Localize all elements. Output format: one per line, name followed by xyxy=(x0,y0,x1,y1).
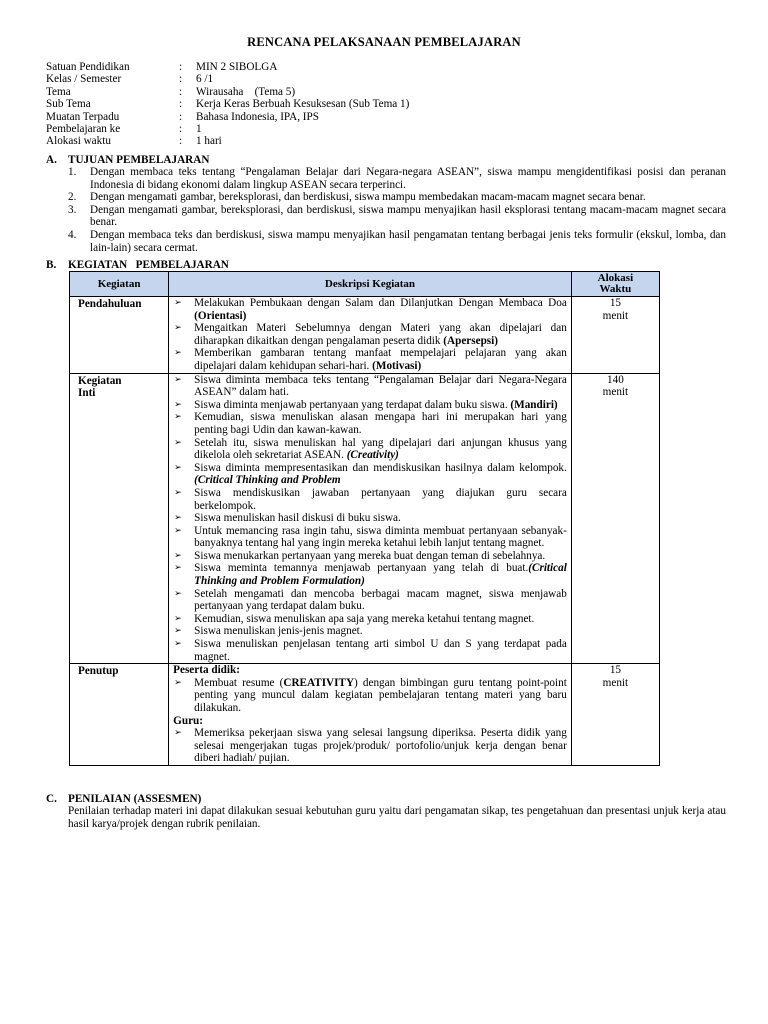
identity-row xyxy=(46,135,409,147)
section-c-heading xyxy=(46,793,201,806)
arrow-bullet-icon: ➢ xyxy=(174,550,182,561)
item-text: Siswa diminta mempresentasikan dan mendiskusikan hasilnya dalam kelompok. xyxy=(194,461,567,474)
item-bold: (Apersepsi) xyxy=(443,334,498,347)
list-item-text xyxy=(194,613,567,626)
arrow-bullet-icon: ➢ xyxy=(174,525,182,536)
list-item-text xyxy=(194,550,567,563)
section-title: TUJUAN PEMBELAJARAN xyxy=(68,154,210,166)
item-text: Siswa menuliskan penjelasan tentang arti simbol U dan S yang terdapat pada magnet. xyxy=(194,638,567,663)
item-text: Mengaitkan Materi Sebelumnya dengan Materi yang akan dipelajari dan diharapkan dikaitkan dengan pengalaman peserta didik xyxy=(194,322,567,347)
list-item xyxy=(173,512,567,525)
header-alokasi-text: Alokasi Waktu xyxy=(597,272,634,295)
objective-item xyxy=(68,191,726,204)
identity-block xyxy=(46,61,409,148)
list-item-text xyxy=(194,462,567,487)
list-item xyxy=(173,588,567,613)
list-item xyxy=(173,411,567,436)
section-title: PENILAIAN (ASSESMEN) xyxy=(68,793,202,805)
time-unit: menit xyxy=(602,309,629,322)
list-item xyxy=(173,462,567,487)
identity-colon: : xyxy=(179,98,183,111)
identity-value: MIN 2 SIBOLGA xyxy=(196,61,278,73)
table-row-pendahuluan xyxy=(70,297,660,374)
arrow-bullet-icon: ➢ xyxy=(174,728,182,739)
arrow-bullet-icon: ➢ xyxy=(174,487,182,498)
identity-row xyxy=(46,86,409,98)
item-emphasis: (Critical Thinking and Problem Formulation) xyxy=(194,562,567,588)
list-item-text xyxy=(194,437,567,462)
arrow-bullet-icon: ➢ xyxy=(174,513,182,524)
time-value: 140 xyxy=(607,373,624,386)
identity-label: Tema xyxy=(46,85,71,98)
list-item xyxy=(173,525,567,550)
identity-colon: : xyxy=(179,85,183,98)
arrow-bullet-icon: ➢ xyxy=(174,348,182,359)
objective-text: Dengan membaca teks dan berdiskusi, siswa mampu menyajikan hasil pengamatan tentang berbagai jenis teks formulir (ekskul, lomba, dan lain-lain) secara cermat. xyxy=(90,228,726,254)
list-item-text xyxy=(194,399,567,412)
list-item-text xyxy=(194,638,567,663)
item-bold: (Mandiri) xyxy=(510,398,558,411)
time-unit: menit xyxy=(602,386,629,399)
list-item xyxy=(173,297,567,322)
activity-name: Penutup xyxy=(70,664,169,766)
table-row-inti xyxy=(70,373,660,664)
identity-label: Pembelajaran ke xyxy=(46,122,121,135)
list-item-text xyxy=(194,625,567,638)
activity-description xyxy=(169,297,572,374)
arrow-bullet-icon: ➢ xyxy=(174,298,182,308)
section-b-heading xyxy=(46,259,229,272)
list-item xyxy=(173,487,567,512)
identity-colon: : xyxy=(179,73,183,86)
item-text: Siswa meminta temannya menjawab pertanyaan yang telah di buat. xyxy=(194,562,529,575)
identity-value: Kerja Keras Berbuah Kesuksesan (Sub Tema 1) xyxy=(196,98,410,111)
arrow-bullet-icon: ➢ xyxy=(174,412,182,423)
list-item-text xyxy=(194,677,567,715)
item-text: Memeriksa pekerjaan siswa yang selesai langsung diperiksa. Peserta didik yang selesai mengerjakan tugas projek/produk/ portofolio/unjuk kerja dengan benar diberi hadiah/ pujian. xyxy=(194,727,567,765)
list-item-text xyxy=(194,487,567,512)
list-item-text xyxy=(194,411,567,436)
identity-value: 6 /1 xyxy=(196,73,214,86)
item-text: Siswa diminta menjawab pertanyaan yang terdapat dalam buku siswa. xyxy=(194,398,511,411)
arrow-bullet-icon: ➢ xyxy=(174,639,182,650)
identity-row xyxy=(46,98,409,110)
arrow-bullet-icon: ➢ xyxy=(174,613,182,624)
document-title: RENCANA PELAKSANAAN PEMBELAJARAN xyxy=(247,35,521,49)
subheading-guru: Guru: xyxy=(173,714,203,727)
item-text: Siswa menuliskan jenis-jenis magnet. xyxy=(194,625,363,638)
list-item xyxy=(173,677,567,715)
activity-name: Pendahuluan xyxy=(70,297,169,374)
objective-item xyxy=(68,204,726,229)
activity-description xyxy=(169,373,572,664)
table-row-penutup xyxy=(70,664,660,766)
list-item xyxy=(173,625,567,638)
arrow-bullet-icon: ➢ xyxy=(174,588,182,599)
identity-value: 1 hari xyxy=(196,135,222,148)
identity-colon: : xyxy=(179,135,183,148)
arrow-bullet-icon: ➢ xyxy=(174,563,182,574)
activity-time xyxy=(571,664,659,766)
list-item-text xyxy=(194,297,567,322)
list-item xyxy=(173,322,567,347)
identity-value: 1 xyxy=(196,122,202,135)
item-text: Melakukan Pembukaan dengan Salam dan Dilanjutkan Dengan Membaca Doa xyxy=(194,297,567,309)
item-text: Setelah itu, siswa menuliskan hal yang dipelajari dari anjungan khusus yang dikelola oleh sekretariat ASEAN. xyxy=(194,436,567,462)
objective-item xyxy=(68,166,726,191)
item-bold: (Motivasi) xyxy=(372,359,422,372)
list-item xyxy=(173,437,567,462)
list-item xyxy=(173,374,567,399)
arrow-bullet-icon: ➢ xyxy=(174,462,182,473)
header-alokasi xyxy=(571,272,659,297)
list-item xyxy=(173,550,567,563)
list-item-text xyxy=(194,588,567,613)
objective-number: 3. xyxy=(68,203,77,216)
item-text: Setelah mengamati dan mencoba berbagai macam magnet, siswa menjawab pertanyaan yang terdapat dalam buku. xyxy=(194,587,567,613)
item-emphasis: (Critical Thinking and Problem xyxy=(194,474,341,487)
item-text: Kemudian, siswa menuliskan apa saja yang mereka ketahui tentang magnet. xyxy=(194,612,535,625)
table-header-row xyxy=(70,272,660,297)
section-letter: A. xyxy=(46,154,57,166)
time-value: 15 xyxy=(609,664,621,677)
objective-text: Dengan mengamati gambar, bereksplorasi, dan berdiskusi, siswa mampu menyajikan hasil eksplorasi tentang macam-macam magnet secara benar. xyxy=(90,203,726,229)
section-title: KEGIATAN PEMBELAJARAN xyxy=(68,259,229,271)
time-value: 15 xyxy=(609,297,621,309)
item-text: Siswa menuliskan hasil diskusi di buku siswa. xyxy=(194,512,401,525)
item-text: Siswa menukarkan pertanyaan yang mereka buat dengan teman di sebelahnya. xyxy=(194,549,546,562)
identity-label: Satuan Pendidikan xyxy=(46,61,130,73)
list-item xyxy=(173,613,567,626)
list-item xyxy=(173,562,567,587)
objective-item xyxy=(68,229,726,254)
identity-row xyxy=(46,61,409,73)
objective-number: 1. xyxy=(68,166,77,178)
list-item-text xyxy=(194,322,567,347)
item-text: Siswa mendiskusikan jawaban pertanyaan yang diajukan guru secara berkelompok. xyxy=(194,486,567,512)
item-text: Membuat resume ( xyxy=(194,676,284,689)
identity-row xyxy=(46,73,409,85)
item-bold: (Orientasi) xyxy=(194,309,247,322)
item-text: Untuk memancing rasa ingin tahu, siswa diminta membuat pertanyaan sebanyak-banyaknya tentang hal yang ingin mereka ketahui lebih lanjut tentang magnet. xyxy=(194,524,567,550)
subheading-peserta: Peserta didik: xyxy=(173,664,240,677)
identity-colon: : xyxy=(179,122,183,135)
identity-label: Muatan Terpadu xyxy=(46,110,120,123)
list-item-text xyxy=(194,374,567,399)
identity-row xyxy=(46,111,409,123)
identity-value: Bahasa Indonesia, IPA, IPS xyxy=(196,110,319,123)
item-bold: CREATIVITY xyxy=(283,676,355,689)
arrow-bullet-icon: ➢ xyxy=(174,374,182,385)
objectives-list xyxy=(68,166,726,254)
objective-number: 2. xyxy=(68,191,77,204)
item-text: Siswa diminta membaca teks tentang “Pengalaman Belajar dari Negara-Negara ASEAN” dalam hati. xyxy=(194,373,567,399)
activity-description xyxy=(169,664,572,766)
section-a-heading xyxy=(46,154,209,167)
arrow-bullet-icon: ➢ xyxy=(174,399,182,410)
arrow-bullet-icon: ➢ xyxy=(174,437,182,448)
header-kegiatan: Kegiatan xyxy=(70,272,169,297)
identity-label: Alokasi waktu xyxy=(46,135,111,148)
list-item-text xyxy=(194,525,567,550)
item-text: Kemudian, siswa menuliskan alasan mengapa hari ini merupakan hari yang penting bagi Udin dan kawan-kawan. xyxy=(194,411,567,436)
list-item-text xyxy=(194,347,567,372)
activity-time xyxy=(571,297,659,374)
arrow-bullet-icon: ➢ xyxy=(174,626,182,637)
arrow-bullet-icon: ➢ xyxy=(174,677,182,688)
identity-value: Wirausaha (Tema 5) xyxy=(196,85,296,98)
activity-time xyxy=(571,373,659,664)
objective-text: Dengan mengamati gambar, bereksplorasi, dan berdiskusi, siswa mampu membedakan macam-macam magnet secara benar. xyxy=(90,191,646,204)
objective-text: Dengan membaca teks tentang “Pengalaman Belajar dari Negara-negara ASEAN”, siswa mampu mengidentifikasi posisi dan peranan Indonesia di bidang ekonomi dalam lingkup ASEAN secara terperinci. xyxy=(90,166,726,191)
item-emphasis: (Creativity) xyxy=(346,449,399,462)
section-letter: B. xyxy=(46,259,57,271)
list-item xyxy=(173,638,567,663)
identity-colon: : xyxy=(179,110,183,123)
list-item-text xyxy=(194,512,567,525)
assessment-text: Penilaian terhadap materi ini dapat dilakukan sesuai kebutuhan guru yaitu dari pengamatan sikap, tes pengetahuan dan presentasi unjuk kerja atau hasil karya/projek dengan rubrik penilaian. xyxy=(68,805,726,830)
activity-name-text: Kegiatan Inti xyxy=(78,374,122,400)
section-letter: C. xyxy=(46,793,57,805)
list-item xyxy=(173,399,567,412)
list-item-text xyxy=(194,562,567,587)
time-unit: menit xyxy=(602,676,629,689)
objective-number: 4. xyxy=(68,228,77,241)
activities-table xyxy=(69,271,660,766)
arrow-bullet-icon: ➢ xyxy=(174,323,182,334)
identity-label: Sub Tema xyxy=(46,98,91,111)
activity-name xyxy=(70,373,169,664)
header-deskripsi: Deskripsi Kegiatan xyxy=(169,272,572,297)
list-item xyxy=(173,727,567,765)
identity-row xyxy=(46,123,409,135)
item-text: Memberikan gambaran tentang manfaat mempelajari pelajaran yang akan dipelajari dalam kehidupan sehari-hari. xyxy=(194,347,567,372)
list-item xyxy=(173,347,567,372)
identity-colon: : xyxy=(179,61,183,73)
item-text: ) dengan bimbingan guru tentang point-point penting yang muncul dalam kegiatan pembelajaran tentang materi yang baru dilakukan. xyxy=(194,676,567,714)
identity-label: Kelas / Semester xyxy=(46,73,122,86)
